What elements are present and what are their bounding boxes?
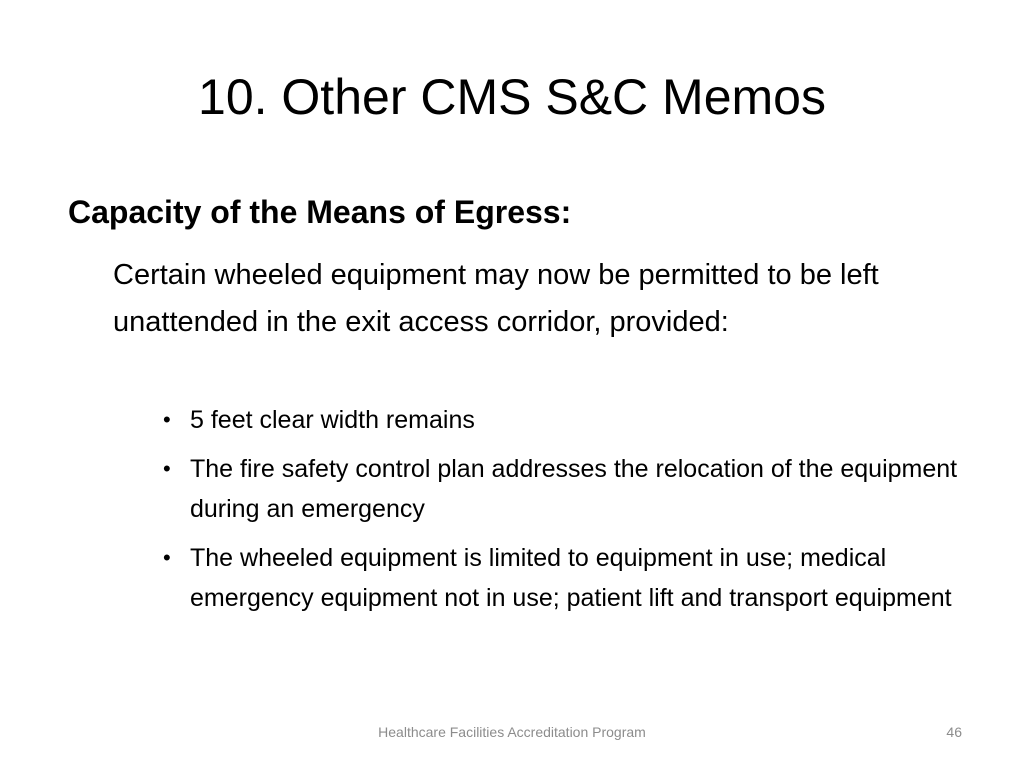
slide-title: 10. Other CMS S&C Memos <box>198 69 826 125</box>
footer-text: Healthcare Facilities Accreditation Program <box>378 724 646 740</box>
bullet-marker: • <box>163 456 171 481</box>
bullet-text: The fire safety control plan addresses the relocation of the equipment during an emergency <box>190 455 958 523</box>
bullet-item <box>163 400 983 440</box>
bullet-list <box>163 400 983 627</box>
bullet-text: 5 feet clear width remains <box>190 406 475 434</box>
bullet-item <box>163 449 983 529</box>
bullet-marker: • <box>163 407 171 432</box>
bullet-marker: • <box>163 545 171 570</box>
section-heading: Capacity of the Means of Egress: <box>68 194 572 230</box>
bullet-item <box>163 538 983 618</box>
body-paragraph: Certain wheeled equipment may now be permitted to be left unattended in the exit access corridor, provided: <box>113 259 879 338</box>
bullet-text: The wheeled equipment is limited to equipment in use; medical emergency equipment not in use; patient lift and transport equipment <box>190 544 952 612</box>
page-number: 46 <box>946 724 962 740</box>
